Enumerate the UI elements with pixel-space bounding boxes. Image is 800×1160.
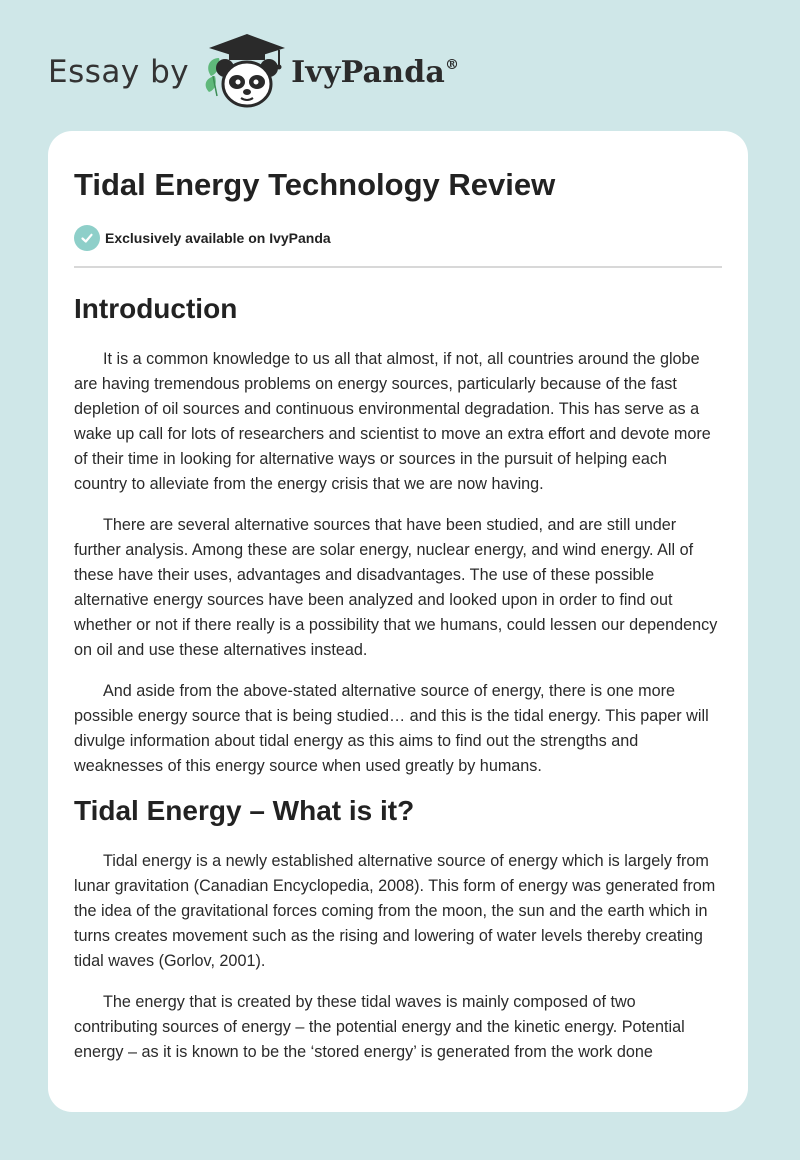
title-divider bbox=[74, 266, 722, 268]
paragraph: The energy that is created by these tidal waves is mainly composed of two contributing sources of energy – the potential energy and the kinetic energy. Potential energy – as it is known to be the ‘stored energy’ is generated from the work done bbox=[74, 993, 685, 1061]
exclusive-badge bbox=[74, 225, 722, 251]
essay-by-label: Essay by bbox=[48, 54, 190, 90]
exclusive-badge-label: Exclusively available on IvyPanda bbox=[105, 230, 331, 246]
check-circle-icon bbox=[74, 225, 100, 251]
section-heading-tidal-energy: Tidal Energy – What is it? bbox=[74, 795, 415, 826]
essay-card bbox=[48, 131, 748, 1112]
panda-logo-icon[interactable] bbox=[203, 32, 287, 112]
essay-title: Tidal Energy Technology Review bbox=[74, 167, 556, 202]
section-heading-introduction: Introduction bbox=[74, 293, 238, 324]
site-header bbox=[48, 32, 459, 112]
brand-name[interactable]: IvyPanda® bbox=[291, 54, 460, 90]
paragraph: There are several alternative sources that have been studied, and are still under further analysis. Among these are solar energy, nuclear energy, and wind energy. All of these have their uses, advantages and disadvantages. The use of these possible alternative energy sources have been analyzed and looked upon in order to find out whether or not if there really is a possibility that we humans, could lessen our dependency on oil and use these alternatives instead. bbox=[74, 516, 718, 659]
paragraph: It is a common knowledge to us all that almost, if not, all countries around the globe are having tremendous problems on energy sources, particularly because of the fast depletion of oil sources and continuous environmental degradation. This has serve as a wake up call for lots of researchers and scientist to move an extra effort and devote more of their time in looking for alternative ways or sources in the pursuit of helping each country to alleviate from the energy crisis that we are now having. bbox=[74, 350, 711, 493]
paragraph: And aside from the above-stated alternative source of energy, there is one more possible energy source that is being studied… and this is the tidal energy. This paper will divulge information about tidal energy as this aims to find out the strengths and weaknesses of this energy source when used greatly by humans. bbox=[74, 682, 709, 775]
registered-mark: ® bbox=[445, 56, 460, 73]
paragraph: Tidal energy is a newly established alternative source of energy which is largely from lunar gravitation (Canadian Encyclopedia, 2008). This form of energy was generated from the idea of the gravitational forces coming from the moon, the sun and the earth which in turns creates movement such as the rising and lowering of water levels thereby creating tidal waves (Gorlov, 2001). bbox=[74, 852, 716, 970]
